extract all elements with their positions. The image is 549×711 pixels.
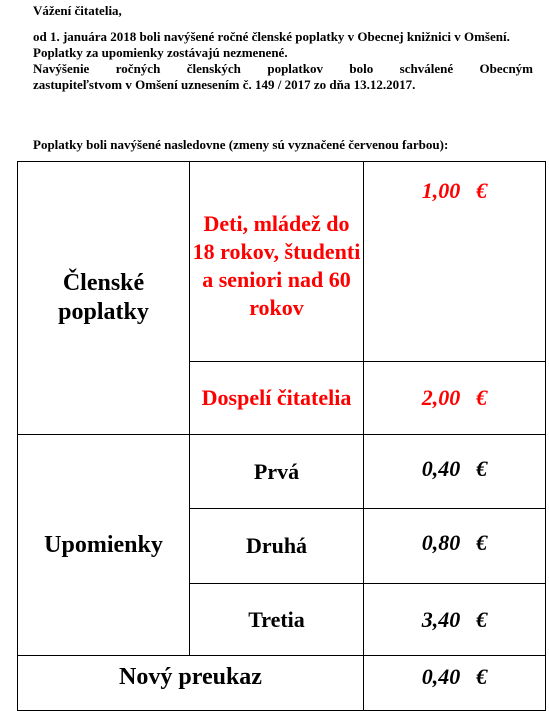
fees-table [17, 161, 546, 711]
currency-symbol: € [476, 178, 488, 203]
amount-value: 2,00 [421, 385, 461, 410]
reminder-amount-third [364, 584, 546, 656]
table-row [18, 162, 546, 362]
reminder-label-second: Druhá [190, 509, 364, 584]
paragraph-approval [33, 61, 533, 93]
currency-symbol: € [476, 606, 488, 632]
amount-value: 0,40 [421, 455, 461, 481]
approval-line-2: zastupiteľstvom v Omšení uznesením č. 149 / 2017 zo dňa 13.12.2017. [33, 77, 416, 92]
category-membership: Členské poplatky [18, 162, 190, 435]
paragraph-effective-date: od 1. januára 2018 boli navýšené ročné členské poplatky v Obecnej knižnici v Omšení. Poplatky za upomienky zostávajú nezmenené. [33, 29, 510, 60]
new-card-amount [364, 656, 546, 711]
approval-line-1: Navýšenie ročných členských poplatkov bolo schválené Obecným [33, 61, 533, 76]
amount-value: 1,00 [421, 178, 461, 203]
table-row [18, 656, 546, 711]
currency-symbol: € [476, 664, 488, 689]
fee-label-adults: Dospelí čitatelia [190, 362, 364, 435]
table-row [18, 435, 546, 509]
greeting: Vážení čitatelia, [33, 3, 122, 18]
fee-amount-children-students-seniors [364, 162, 546, 362]
amount-value: 0,80 [421, 530, 461, 555]
currency-symbol: € [476, 385, 488, 410]
amount-value: 3,40 [421, 606, 461, 632]
fee-label-children-students-seniors: Deti, mládež do 18 rokov, študenti a seniori nad 60 rokov [190, 162, 364, 362]
currency-symbol: € [476, 530, 488, 555]
amount-value: 0,40 [421, 664, 461, 689]
reminder-amount-first [364, 435, 546, 509]
reminder-label-first: Prvá [190, 435, 364, 509]
reminder-amount-second [364, 509, 546, 584]
fee-amount-adults [364, 362, 546, 435]
reminder-label-third: Tretia [190, 584, 364, 656]
currency-symbol: € [476, 455, 488, 481]
new-card-label: Nový preukaz [18, 656, 364, 711]
category-reminders: Upomienky [18, 435, 190, 656]
table-intro: Poplatky boli navýšené nasledovne (zmeny sú vyznačené červenou farbou): [33, 137, 449, 152]
